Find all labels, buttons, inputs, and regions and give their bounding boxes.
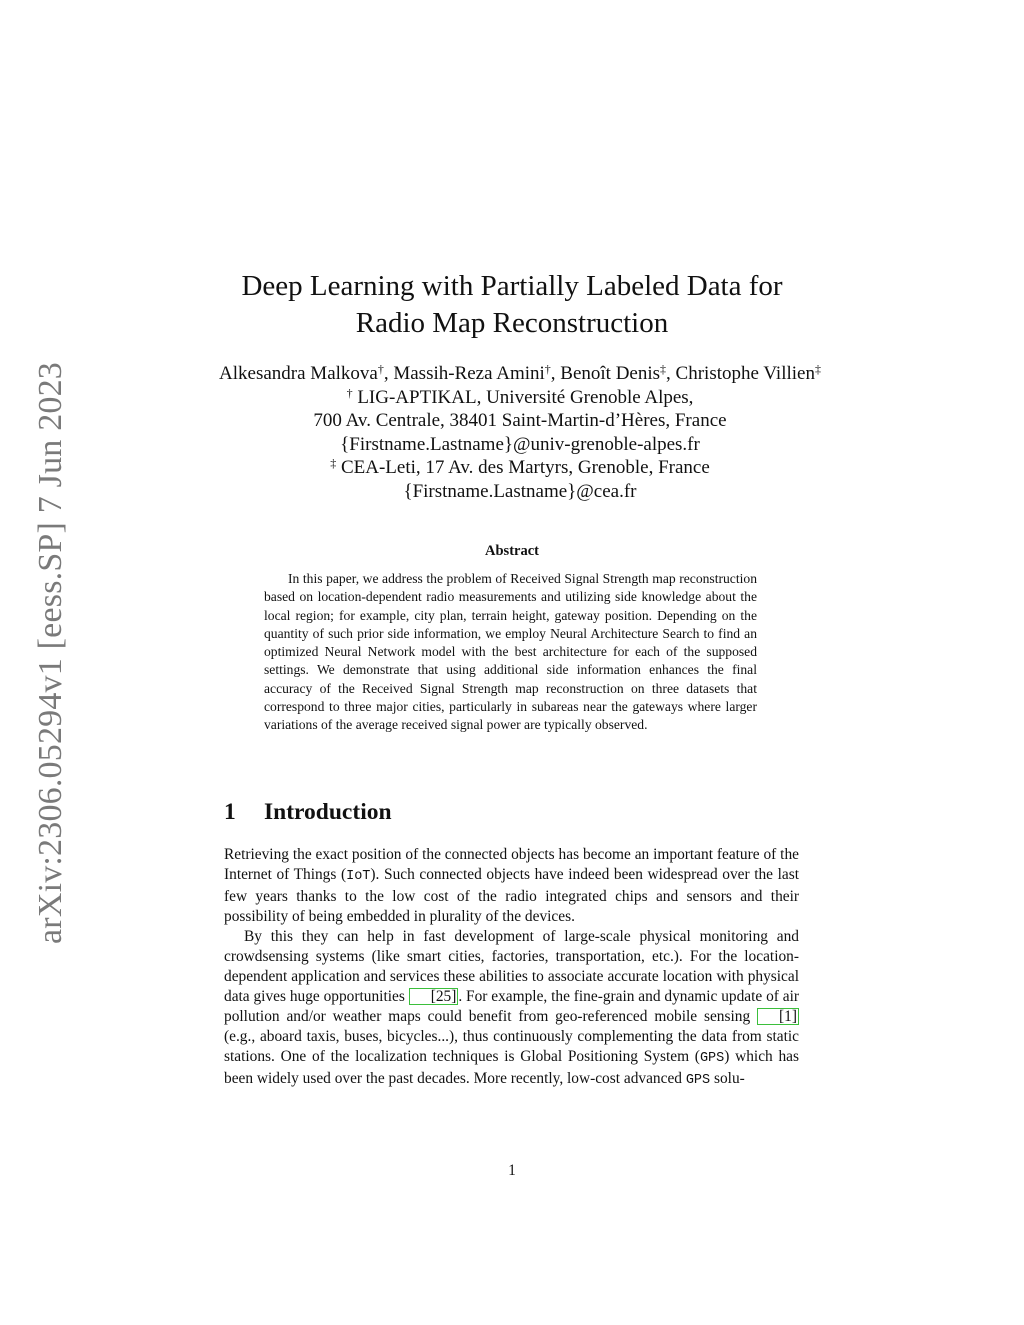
gps-abbrev: GPS (699, 1051, 725, 1066)
affiliation-1-address: 700 Av. Centrale, 38401 Saint-Martin-d’Hères, France (313, 410, 727, 431)
gps-abbrev: GPS (685, 1073, 711, 1088)
title-line-2: Radio Map Reconstruction (355, 307, 669, 339)
text-run: . For example, the fine-grain and dynamic update of air pollution and/or weather maps could benefit from geo-referenced mobile sensing (224, 988, 800, 1025)
ddagger-mark: ‡ (660, 362, 667, 376)
affiliation-1-name (150, 386, 890, 410)
section-number: 1 (224, 799, 236, 825)
ddagger-mark: ‡ (814, 362, 821, 376)
author-3: , Benoît Denis (550, 363, 661, 384)
page-number: 1 (508, 1162, 516, 1179)
affiliation-2-name (150, 456, 890, 480)
iot-abbrev: IoT (346, 869, 371, 884)
introduction-body (224, 845, 799, 1091)
citation-link-1[interactable]: [1] (757, 1008, 799, 1025)
citation-link-25[interactable]: [25] (409, 988, 459, 1005)
text-run: By this they can help in fast development of large-scale physical monitoring and crowdsensing systems (like smart cities, factories, transportation, etc.). For the location-dependent application and services these abilities to associate accurate location with physical data gives huge opportunities (224, 928, 799, 1005)
text-run: Retrieving the exact position of the connected objects has become an important feature of the Internet of Things ( (224, 846, 799, 883)
section-heading (224, 799, 392, 826)
text-run: solu- (710, 1070, 745, 1087)
affiliation-2-text: CEA-Leti, 17 Av. des Martyrs, Grenoble, France (336, 457, 710, 478)
section-title: Introduction (264, 799, 392, 825)
text-run: ) which has been widely used over the past decades. More recently, low-cost advanced (224, 1048, 799, 1087)
author-block (150, 362, 890, 503)
dagger-mark: † (377, 362, 384, 376)
intro-paragraph-1 (224, 845, 799, 927)
abstract-heading: Abstract (485, 543, 539, 559)
abstract-text: In this paper, we address the problem of Received Signal Strength map reconstruction based on location-dependent radio measurements and utilizing side knowledge about the local region; for example, city plan, terrain height, gateway position. Depending on the quantity of such prior side information, we employ Neural Architecture Search to find an optimized Neural Network model with the best architecture for each of the supposed settings. We demonstrate that using additional side information enhances the final accuracy of the Received Signal Strength map reconstruction on three datasets that correspond to three major cities, particularly in subareas near the gateways where larger variations of the average received signal power are typically observed. (264, 571, 757, 733)
intro-paragraph-2 (224, 927, 799, 1091)
affiliation-2-email: {Firstname.Lastname}@cea.fr (403, 480, 637, 502)
affiliation-1-email: {Firstname.Lastname}@univ-grenoble-alpes.fr (340, 433, 700, 455)
text-run: ). Such connected objects have indeed been widespread over the last few years thanks to the low cost of the radio integrated chips and sensors and their possibility of being embedded in plurality of the devices. (224, 866, 799, 925)
author-4: , Christophe Villien (666, 363, 815, 384)
title-line-1: Deep Learning with Partially Labeled Data for (241, 270, 783, 302)
affiliation-1-text: LIG-APTIKAL, Université Grenoble Alpes, (352, 386, 694, 408)
author-list (150, 362, 890, 386)
dagger-mark: † (346, 385, 353, 400)
ddagger-mark: ‡ (330, 456, 337, 470)
author-2: , Massih-Reza Amini (383, 363, 545, 384)
dagger-mark: † (544, 362, 551, 376)
paper-title (160, 268, 864, 342)
author-1: Alkesandra Malkova (219, 363, 378, 384)
arxiv-identifier: arXiv:2306.05294v1 [eess.SP] 7 Jun 2023 (32, 362, 69, 944)
text-run: (e.g., aboard taxis, buses, bicycles...), thus continuously complementing the data from static stations. One of the localization techniques is Global Positioning System ( (224, 1028, 799, 1065)
